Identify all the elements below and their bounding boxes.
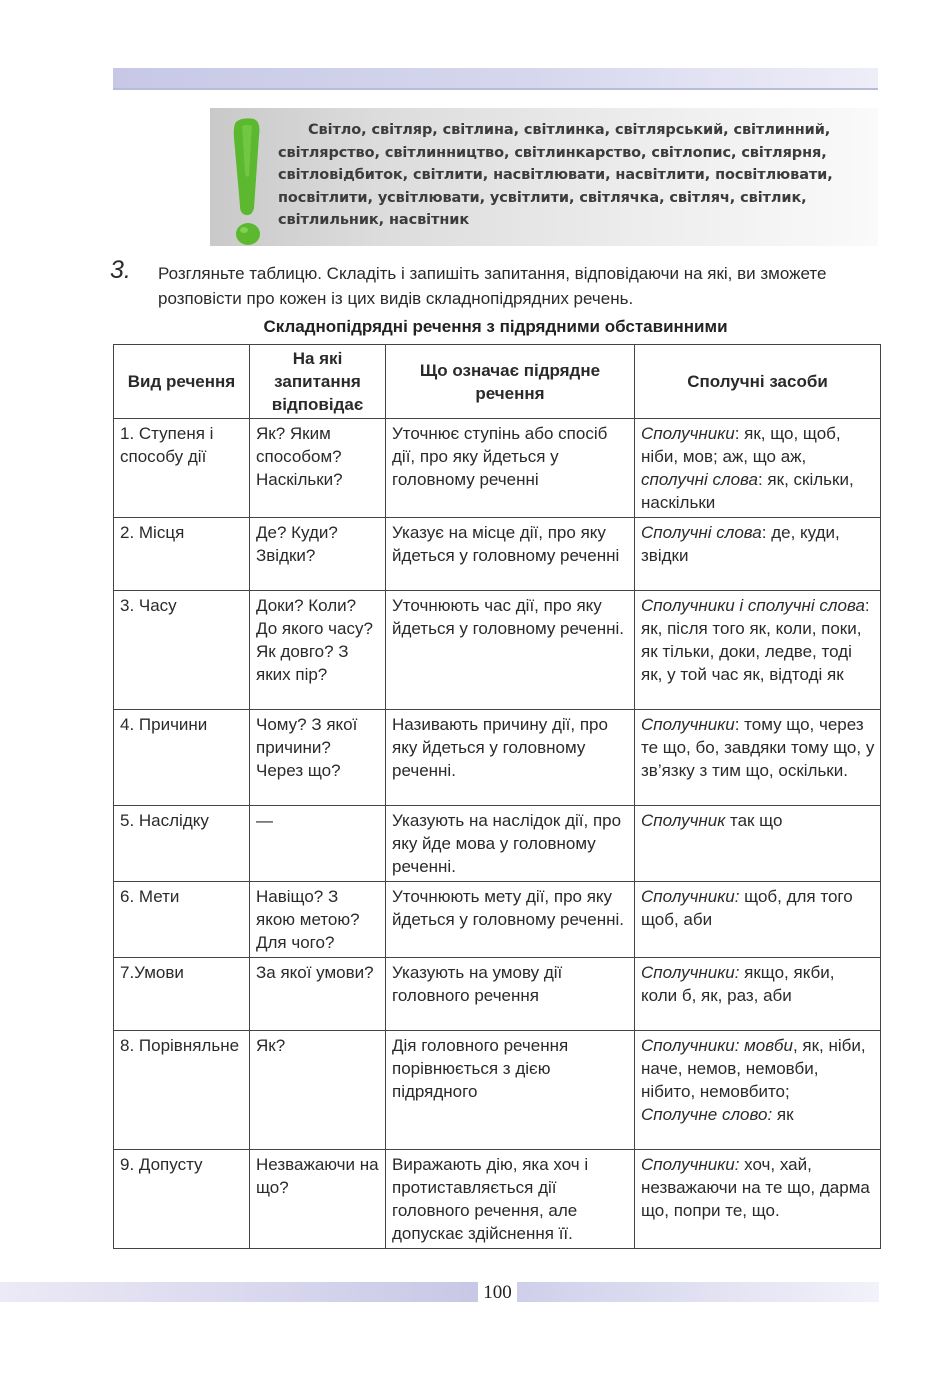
means-term: Сполучники: <box>641 1155 740 1174</box>
table-row <box>114 419 881 518</box>
cell-meaning: Виражають дію, яка хоч і протиставляється дії головного речення, але допускає здійснення її. <box>386 1150 635 1249</box>
means-term: Сполучники: мовби <box>641 1036 793 1055</box>
cell-kind: 2. Місця <box>114 518 250 591</box>
task-text: Розгляньте таблицю. Складіть і запишіть запитання, відповідаючи на які, ви зможете розповісти про кожен із цих видів складнопідрядних речень. <box>158 264 827 308</box>
cell-means <box>635 710 881 806</box>
means-term: Сполучники <box>641 424 735 443</box>
cell-means <box>635 518 881 591</box>
cell-kind: 4. Причини <box>114 710 250 806</box>
cell-means <box>635 882 881 958</box>
cell-questions: Доки? Коли? До якого часу? Як довго? З яких пір? <box>250 591 386 710</box>
cell-means <box>635 1150 881 1249</box>
header-means: Сполучні засоби <box>635 345 881 419</box>
means-text: якщо, якби, коли б, як, раз, аби <box>641 963 835 1005</box>
cell-kind: 8. Порівняльне <box>114 1031 250 1150</box>
header-meaning: Що означає підрядне речення <box>386 345 635 419</box>
means-text: : як, що, щоб, ніби, мов; аж, що аж, <box>641 424 841 466</box>
cell-meaning: Уточнюють час дії, про яку йдеться у головному реченні. <box>386 591 635 710</box>
header-decor-band <box>113 68 878 90</box>
means-text: , як, ніби, наче, немов, немовби, нібито, немовбито; <box>641 1036 866 1101</box>
cell-kind: 7.Умови <box>114 958 250 1031</box>
means-term: Сполучник <box>641 811 726 830</box>
means-term: Сполучне слово: <box>641 1105 773 1124</box>
cell-meaning: Уточнює ступінь або спосіб дії, про яку йдеться у головному реченні <box>386 419 635 518</box>
cell-questions: Чому? З якої причини? Через що? <box>250 710 386 806</box>
table-row <box>114 1150 881 1249</box>
means-term: Сполучники: <box>641 963 740 982</box>
means-term: Сполучники і сполучні слова <box>641 596 865 615</box>
clauses-table <box>113 344 881 1249</box>
cell-meaning: Указують на умову дії головного речення <box>386 958 635 1031</box>
cell-questions: Як? Яким способом? Наскільки? <box>250 419 386 518</box>
footer-decor-band-right <box>517 1282 879 1302</box>
page-number: 100 <box>483 1282 512 1303</box>
table-row <box>114 882 881 958</box>
table-header-row <box>114 345 881 419</box>
table-row <box>114 806 881 882</box>
cell-questions: Як? <box>250 1031 386 1150</box>
means-text: як <box>772 1105 794 1124</box>
cell-means <box>635 419 881 518</box>
cell-kind: 6. Мети <box>114 882 250 958</box>
means-term: сполучні слова <box>641 470 758 489</box>
table-row <box>114 591 881 710</box>
means-text: щоб, для того щоб, аби <box>641 887 853 929</box>
exclamation-mark-icon <box>230 116 264 248</box>
note-text: Світло, світляр, світлина, світлинка, світлярський, світлинний, світлярство, світлинництво, світлинкарство, світлопис, світлярня, світловідбиток, світлити, насвітлювати, насвітлити, посвітлювати, посвітлити, усвітлювати, усвітлити, світлячка, світляч, світлик, світлильник, насвітник <box>278 122 833 228</box>
cell-meaning: Указують на наслідок дії, про яку йде мова у головному реченні. <box>386 806 635 882</box>
cell-meaning: Дія головного речення порівнюється з дією підрядного <box>386 1031 635 1150</box>
cell-meaning: Називають причину дії, про яку йдеться у головному реченні. <box>386 710 635 806</box>
means-text: : як, після того як, коли, поки, як тільки, доки, ледве, тоді як, у той час як, відтоді як <box>641 596 870 684</box>
cell-kind: 5. Наслідку <box>114 806 250 882</box>
means-term: Сполучники: <box>641 887 740 906</box>
table-row <box>114 710 881 806</box>
cell-means <box>635 591 881 710</box>
means-text: : де, куди, звідки <box>641 523 840 565</box>
means-text: так що <box>725 811 783 830</box>
cell-kind: 1. Ступеня і способу дії <box>114 419 250 518</box>
table-title: Складнопідрядні речення з підрядними обставинними <box>263 317 728 336</box>
means-text: : як, скільки, наскільки <box>641 470 854 512</box>
cell-questions: За якої умови? <box>250 958 386 1031</box>
task-number: 3. <box>110 256 131 284</box>
means-term: Сполучники <box>641 715 735 734</box>
table-row <box>114 518 881 591</box>
cell-questions: Навіщо? З якою метою? Для чого? <box>250 882 386 958</box>
footer-decor-band-left <box>0 1282 478 1302</box>
table-row <box>114 958 881 1031</box>
header-kind: Вид речення <box>114 345 250 419</box>
cell-means <box>635 806 881 882</box>
means-text: хоч, хай, незважаючи на те що, дарма що, попри те, що. <box>641 1155 870 1220</box>
cell-kind: 9. Допусту <box>114 1150 250 1249</box>
cell-questions: — <box>250 806 386 882</box>
cell-means <box>635 1031 881 1150</box>
means-term: Сполучні слова <box>641 523 762 542</box>
cell-meaning: Указує на місце дії, про яку йдеться у головному реченні <box>386 518 635 591</box>
cell-meaning: Уточнюють мету дії, про яку йдеться у головному реченні. <box>386 882 635 958</box>
header-questions: На які запитання відповідає <box>250 345 386 419</box>
cell-means <box>635 958 881 1031</box>
means-text: : тому що, через те що, бо, завдяки тому що, у зв’язку з тим що, оскільки. <box>641 715 875 780</box>
cell-questions: Де? Куди? Звідки? <box>250 518 386 591</box>
cell-questions: Незважаючи на що? <box>250 1150 386 1249</box>
cell-kind: 3. Часу <box>114 591 250 710</box>
table-row <box>114 1031 881 1150</box>
